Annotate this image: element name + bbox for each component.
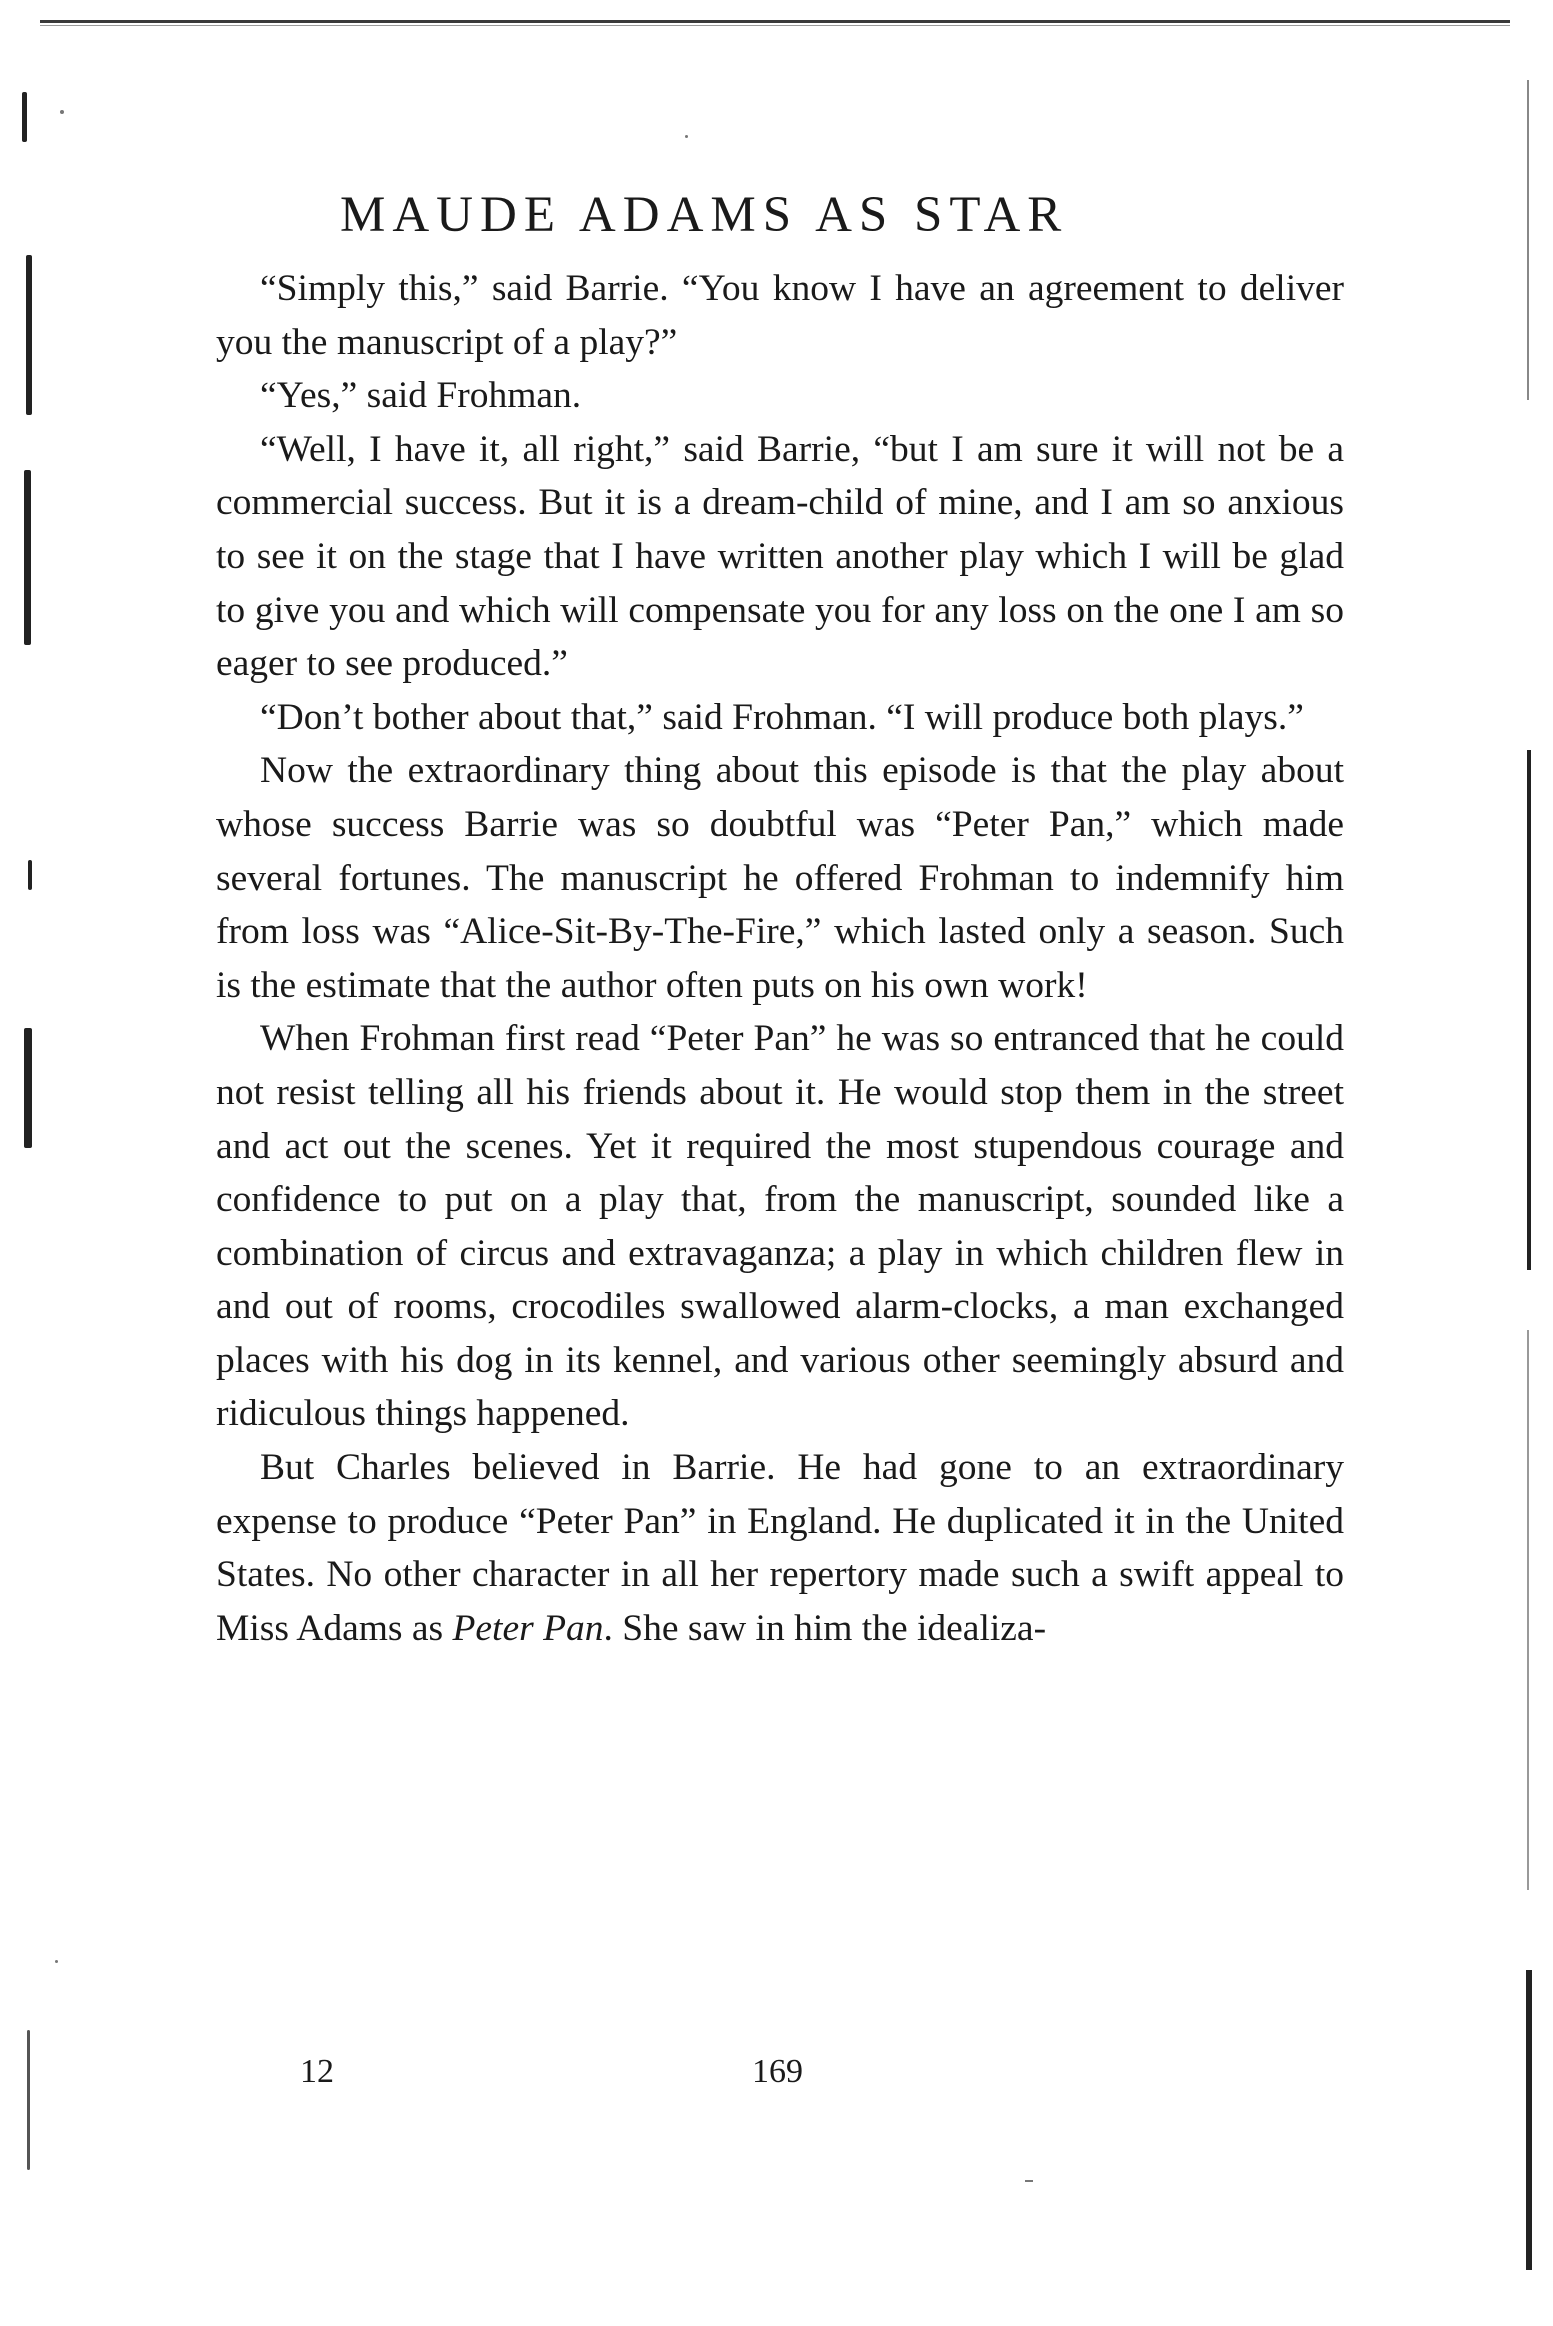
paragraph [216,1441,1344,1655]
paragraph: “Don’t bother about that,” said Frohman. “I will produce both plays.” [260,696,1304,738]
paragraph: When Frohman first read “Peter Pan” he was so entranced that he could not resist telling all his friends about it. He would stop them in the street and act out the scenes. Yet it required the most stupendous courage and confidence to put on a play that, from the manuscript, sounded like a combination of circus and extravaganza; a play in which children flew in and out of rooms, crocodiles swallowed alarm-clocks, a man exchanged places with his dog in its kennel, and various other seemingly absurd and ridiculous things happened. [216,1018,1344,1435]
italic-title: Peter Pan [452,1607,604,1649]
paragraph-text: But Charles believed in Barrie. He had gone to an extraordinary expense to produce “Peter Pan” in England. He duplicated it in the United States. No other character in all her repertory made such a swift appeal to Miss Adams as [216,1447,1344,1649]
top-rule [40,20,1510,23]
paragraph: “Yes,” said Frohman. [260,375,582,417]
body-text [216,262,1344,1655]
scan-speck [1025,2180,1033,2182]
page-number: 169 [752,2053,803,2090]
scan-speck [60,110,64,114]
scan-mark [24,470,31,645]
page-edge [1527,750,1531,1270]
scan-mark [26,255,32,415]
paragraph-text: . She saw in him the idealiza- [603,1607,1047,1649]
paragraph: “Well, I have it, all right,” said Barrie, “but I am sure it will not be a commercial success. But it is a dream-child of mine, and I am so anxious to see it on the stage that I have written another play which I will be glad to give you and which will compensate you for any loss on the one I am so eager to see produced.” [216,428,1344,685]
paragraph: “Simply this,” said Barrie. “You know I have an agreement to deliver you the manuscript of a play?” [216,268,1344,363]
scan-mark [22,92,27,142]
page-edge [1527,80,1529,400]
page-edge [1526,1970,1532,2270]
signature-mark: 12 [300,2053,334,2090]
scan-mark [24,1028,32,1148]
top-rule-thin [40,25,1510,26]
paragraph: Now the extraordinary thing about this episode is that the play about whose success Barrie was so doubtful was “Peter Pan,” which made several fortunes. The manuscript he offered Frohman to indemnify him from loss was “Alice-Sit-By-The-Fire,” which lasted only a season. Such is the estimate that the author often puts on his own work! [216,750,1344,1006]
scan-speck [685,135,688,138]
page-edge [1527,1330,1529,1890]
page-title: MAUDE ADAMS AS STAR [340,187,1069,243]
scan-mark [28,860,32,890]
scan-mark [27,2030,30,2170]
scan-speck [55,1960,58,1963]
